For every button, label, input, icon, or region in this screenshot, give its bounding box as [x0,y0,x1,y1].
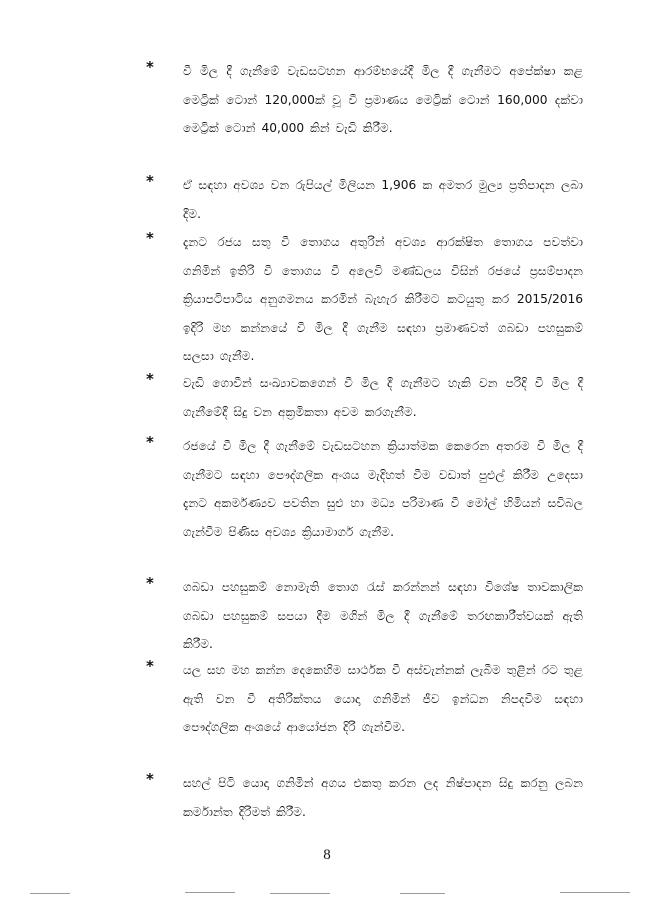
list-item-text: යල සහ මහ කන්න දෙකෙහිම සාර්ථක වී අස්වැන්නක් ලැබීම තුළින් රට තුළ ඇති වන වී අතිරික්තය යොදා ගනිමින් ජීව ඉන්ධන නිපදවීම සඳහා පෞද්ගලික අංශයේ ආයෝජන දිරි ගැන්වීම. [183,663,583,734]
list-item-text: ඒ සඳහා අවශ්‍ය වන රුපියල් මිලියන 1,906 ක අමතර මුල්‍ය ප්‍රතිපාදන ලබා දීම. [183,178,583,221]
page-number: 8 [323,847,331,863]
list-item-text: වැඩි ගොවීන් සංඛ්‍යාවකගෙන් වී මිල දී ගැනීමට හැකි වන පරිදි වී මිල දී ගැනීමේදී සිදු වන අක්‍රමිකතා අවම කරගැනීම. [183,376,583,419]
scan-artifact [560,892,630,893]
scan-artifact [185,892,235,893]
bullet-marker: * [146,433,154,451]
bullet-marker: * [146,229,154,247]
scan-artifact [400,893,445,894]
list-item-text: ගබඩා පහසුකම් නොමැති තොග රැස් කරන්නන් සඳහා විශේෂ තාවකාලික ගබඩා පහසුකම් සපයා දීම මගින් මිල දී ගැනීමේ තරඟකාරීත්වයක් ඇති කිරීම. [183,580,583,651]
list-item-text: රජයේ වී මිල දී ගැනීමේ වැඩසටහන ක්‍රියාත්මක කෙරෙන අතරම වී මිල දී ගැනීමට සඳහා පෞද්ගලික අංශය මැදිහත් වීම වඩාත් පුළුල් කිරීම උදෙසා දැනට අකර්මණ්‍යව පවතින සුළු හා මධ්‍ය පරිමාණ වී මෝල් හිමියන් සවිබල ගැන්වීම පිණිස අවශ්‍ය ක්‍රියාමාර්ග ගැනීම. [183,439,583,539]
bullet-marker: * [146,58,154,76]
bullet-marker: * [146,770,154,788]
list-item-text: දැනට රජය සතු වී තොගය අතුරින් අවශ්‍ය ආරක්ෂිත තොගය පවත්වා ගනිමින් ඉතිරි වී තොගය වී අලෙවි මණ්ඩලය විසින් රජයේ ප්‍රසම්පාදන ක්‍රියාපටිපාටිය අනුගමනය කරමින් බැහැර කිරීමට කටයුතු කර 2015/2016 ඉදිරි මහ කන්නයේ වී මිල දී ගැනීම සඳහා ප්‍රමාණවත් ගබඩා පහසුකම් සලසා ගැනීම. [183,235,583,363]
list-item-text: වී මිල දී ගැනීමේ වැඩසටහන ආරම්භයේදී මිල දී ගැනීමට අපේක්ෂා කළ මෙට්‍රික් ටොන් 120,000ක් වූ වී ප්‍රමාණය මෙට්‍රික් ටොන් 160,000 දක්වා මෙට්‍රික් ටොන් 40,000 කින් වැඩි කිරීම. [183,64,583,135]
scan-artifact [270,893,330,894]
bullet-marker: * [146,370,154,388]
bullet-marker: * [146,574,154,592]
bullet-marker: * [146,657,154,675]
scan-artifact [30,893,70,894]
bullet-marker: * [146,172,154,190]
list-item-text: සහල් පිටි යොදා ගනිමින් අගය එකතු කරන ලද නිෂ්පාදන සිදු කරනු ලබන කර්මාන්ත දිරිමත් කිරීම. [183,776,583,819]
